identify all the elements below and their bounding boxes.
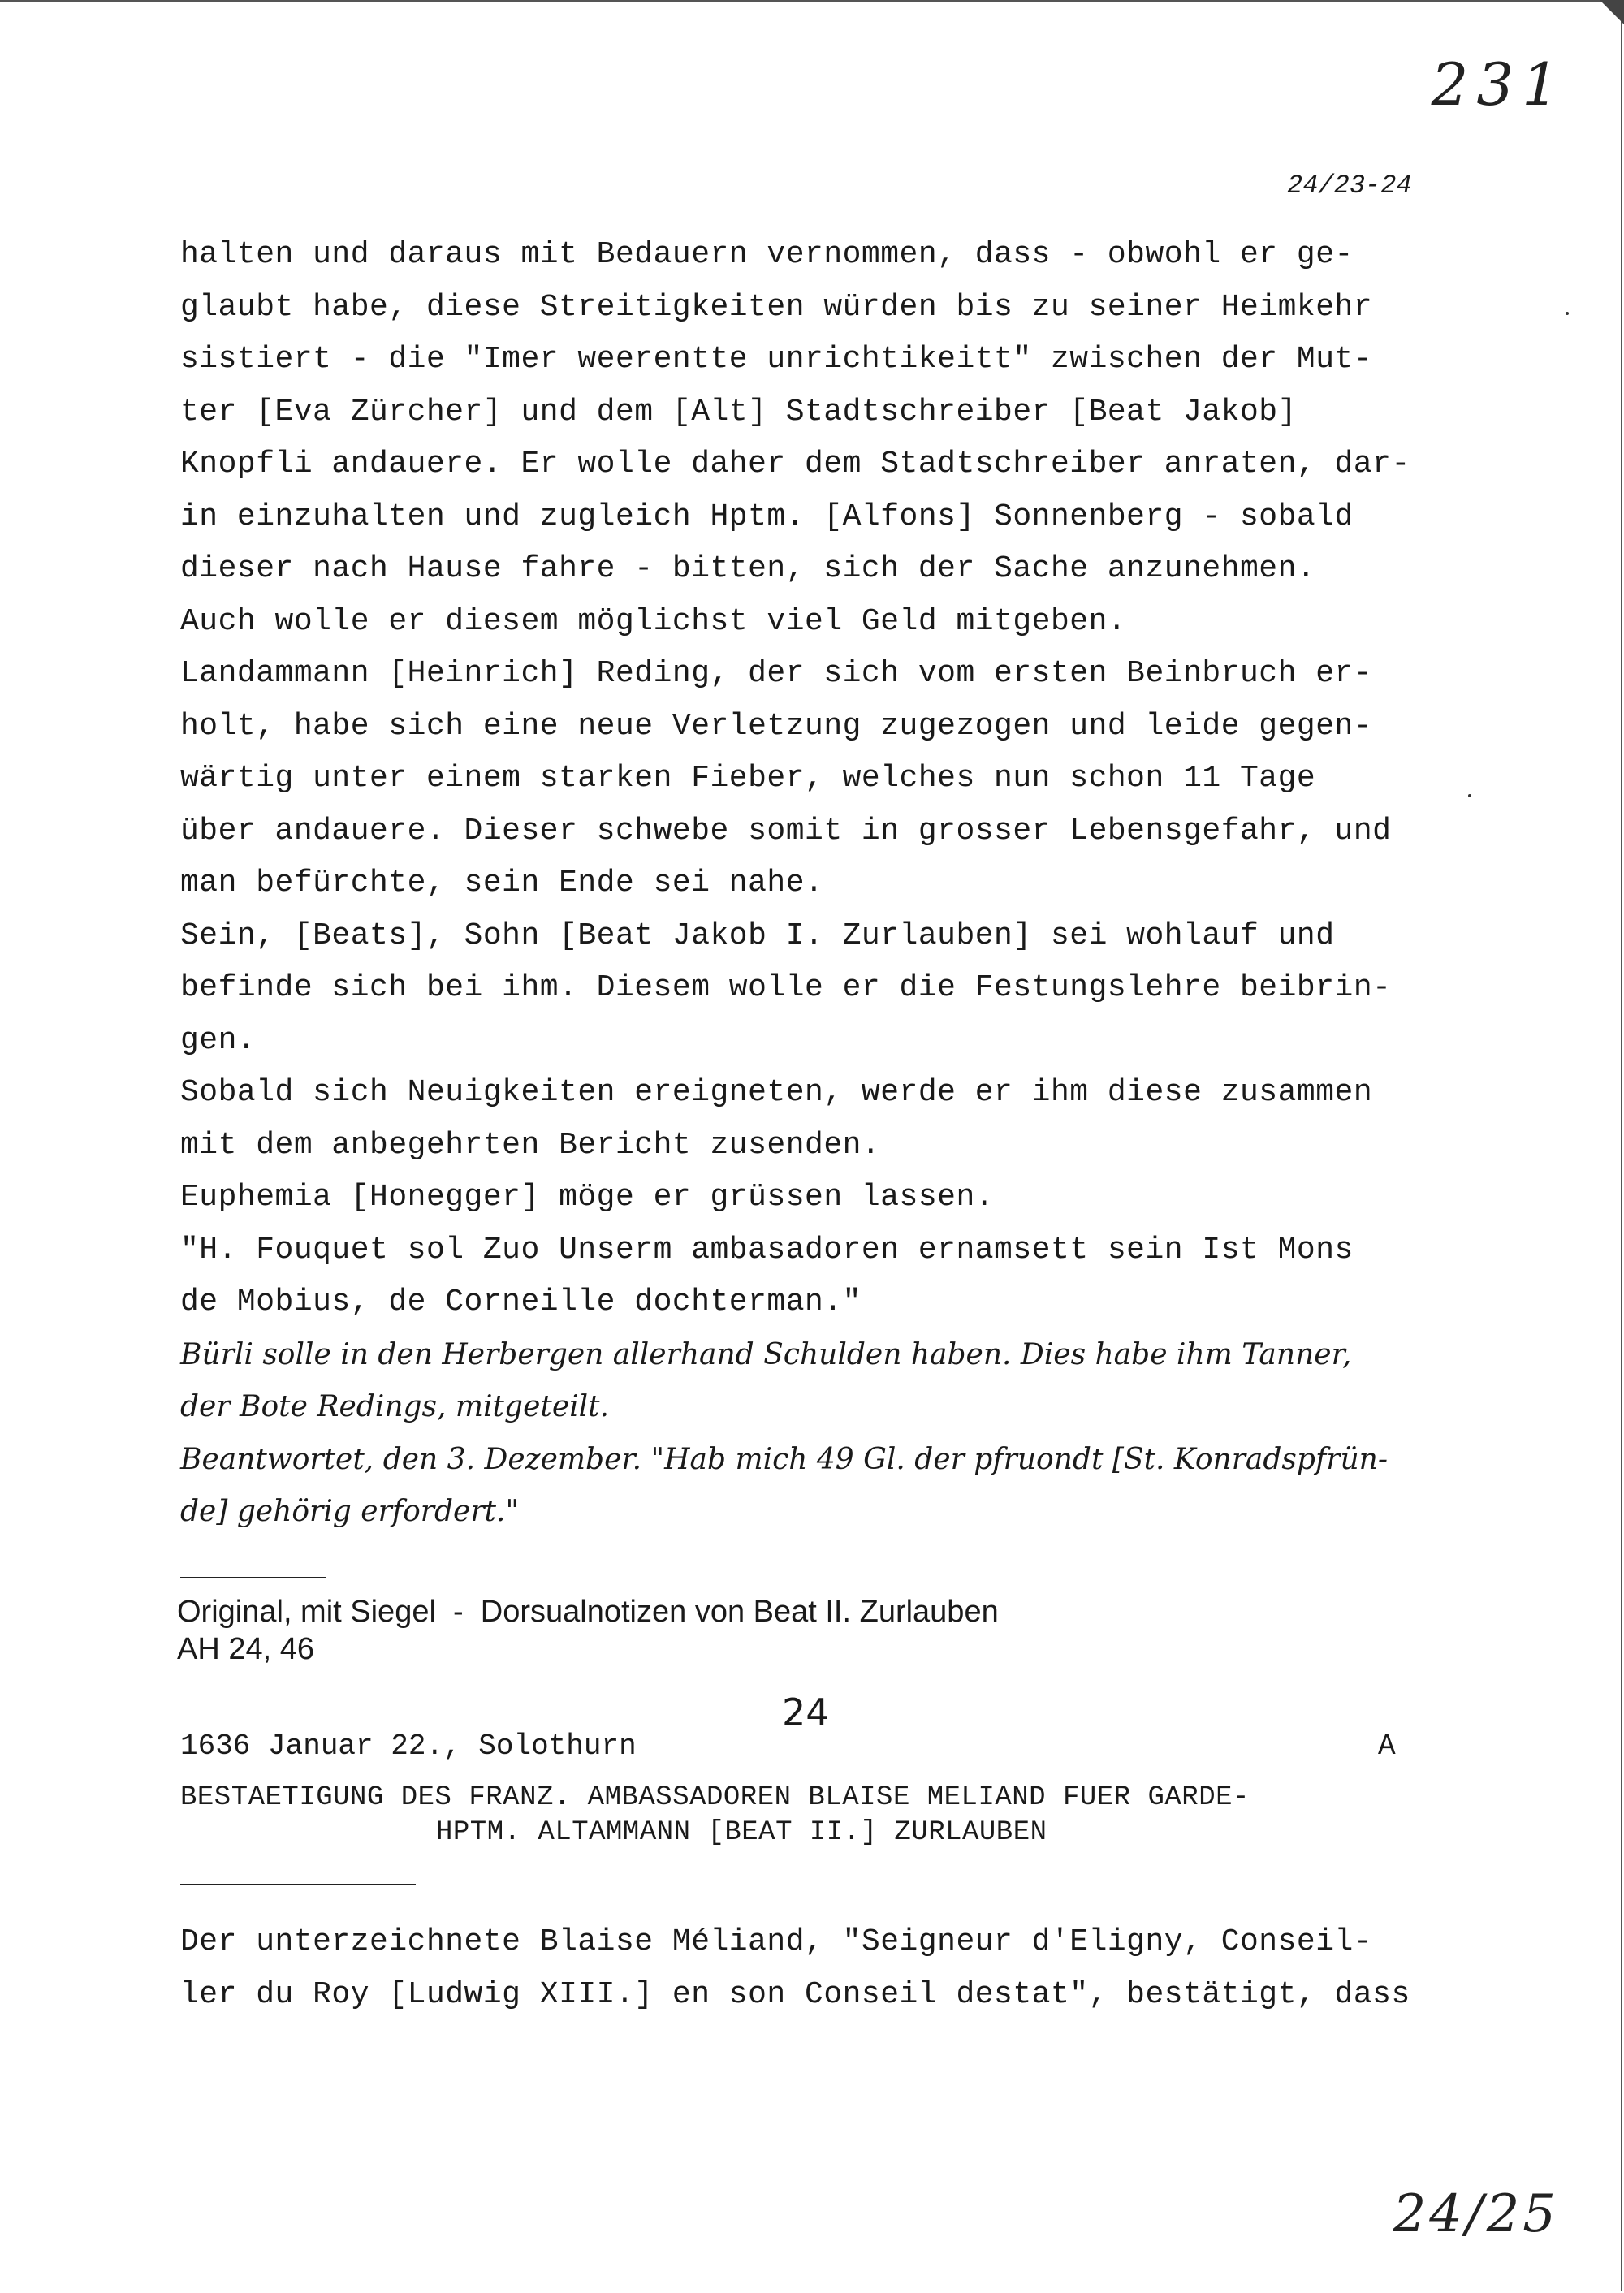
text-line: ter [Eva Zürcher] und dem [Alt] Stadtschreiber [Beat Jakob] [180, 394, 1297, 430]
final-text-block [180, 1916, 1479, 2021]
reference-code: 24/23-24 [1287, 171, 1412, 201]
text-line: Der unterzeichnete Blaise Méliand, "Seigneur d'Eligny, Conseil- [180, 1924, 1373, 1959]
text-line: Knopfli andauere. Er wolle daher dem Stadtschreiber anraten, dar- [180, 447, 1410, 481]
text-line: mit dem anbegehrten Bericht zusenden. [180, 1127, 881, 1163]
document-title-line-1: BESTAETIGUNG DES FRANZ. AMBASSADOREN BLAISE MELIAND FUER GARDE- [180, 1782, 1250, 1813]
speck-mark [1566, 312, 1569, 315]
text-line: in einzuhalten und zugleich Hptm. [Alfons] Sonnenberg - sobald [180, 499, 1354, 534]
document-date-place: 1636 Januar 22., Solothurn [180, 1729, 637, 1763]
handwritten-footer-number: 24/25 [1393, 2184, 1559, 2244]
text-line: Sein, [Beats], Sohn [Beat Jakob I. Zurlauben] sei wohlauf und [180, 918, 1335, 953]
text-line: holt, habe sich eine neue Verletzung zugezogen und leide gegen- [180, 708, 1373, 744]
text-line: Sobald sich Neuigkeiten ereigneten, werde er ihm diese zusammen [180, 1075, 1373, 1110]
text-line: über andauere. Dieser schwebe somit in grosser Lebensgefahr, und [180, 813, 1392, 849]
document-letter: A [1378, 1729, 1396, 1763]
text-line: sistiert - die "Imer weerentte unrichtikeitt" zwischen der Mut- [180, 342, 1373, 377]
title-rule [180, 1884, 416, 1885]
archive-reference: AH 24, 46 [177, 1632, 314, 1666]
text-line: glaubt habe, diese Streitigkeiten würden bis zu seiner Heimkehr [180, 289, 1373, 325]
text-line: de Mobius, de Corneille dochterman." [180, 1285, 862, 1319]
source-note: Original, mit Siegel - Dorsualnotizen von Beat II. Zurlauben [177, 1595, 999, 1629]
text-line: man befürchte, sein Ende sei nahe. [180, 866, 824, 900]
cursive-line: Bürli solle in den Herbergen allerhand Schulden haben. Dies habe ihm Tanner, [180, 1337, 1352, 1371]
text-line: halten und daraus mit Bedauern vernommen, dass - obwohl er ge- [180, 237, 1354, 272]
text-line: wärtig unter einem starken Fieber, welches nun schon 11 Tage [180, 761, 1316, 796]
document-title-line-2: HPTM. ALTAMMANN [BEAT II.] ZURLAUBEN [436, 1817, 1047, 1848]
document-number: 24 [782, 1691, 830, 1734]
text-line: gen. [180, 1022, 257, 1058]
cursive-line: de] gehörig erfordert." [180, 1495, 520, 1528]
main-text-block [180, 229, 1479, 1539]
text-line: dieser nach Hause fahre - bitten, sich der Sache anzunehmen. [180, 551, 1316, 586]
handwritten-page-number: 231 [1431, 50, 1567, 119]
text-line: befinde sich bei ihm. Diesem wolle er die Festungslehre beibrin- [180, 970, 1392, 1005]
text-line: "H. Fouquet sol Zuo Unserm ambasadoren ernamsett sein Ist Mons [180, 1232, 1354, 1267]
text-line: Auch wolle er diesem möglichst viel Geld mitgeben. [180, 603, 1127, 639]
cursive-line: Beantwortet, den 3. Dezember. "Hab mich 49 Gl. der pfruondt [St. Konradspfrün- [180, 1442, 1389, 1476]
corner-fold [1600, 0, 1624, 24]
text-line: Landammann [Heinrich] Reding, der sich vom ersten Beinbruch er- [180, 656, 1373, 691]
cursive-line: der Bote Redings, mitgeteilt. [180, 1390, 610, 1423]
text-line: ler du Roy [Ludwig XIII.] en son Conseil destat", bestätigt, dass [180, 1976, 1410, 2012]
text-line: Euphemia [Honegger] möge er grüssen lassen. [180, 1180, 995, 1215]
footnote-rule [180, 1577, 326, 1578]
